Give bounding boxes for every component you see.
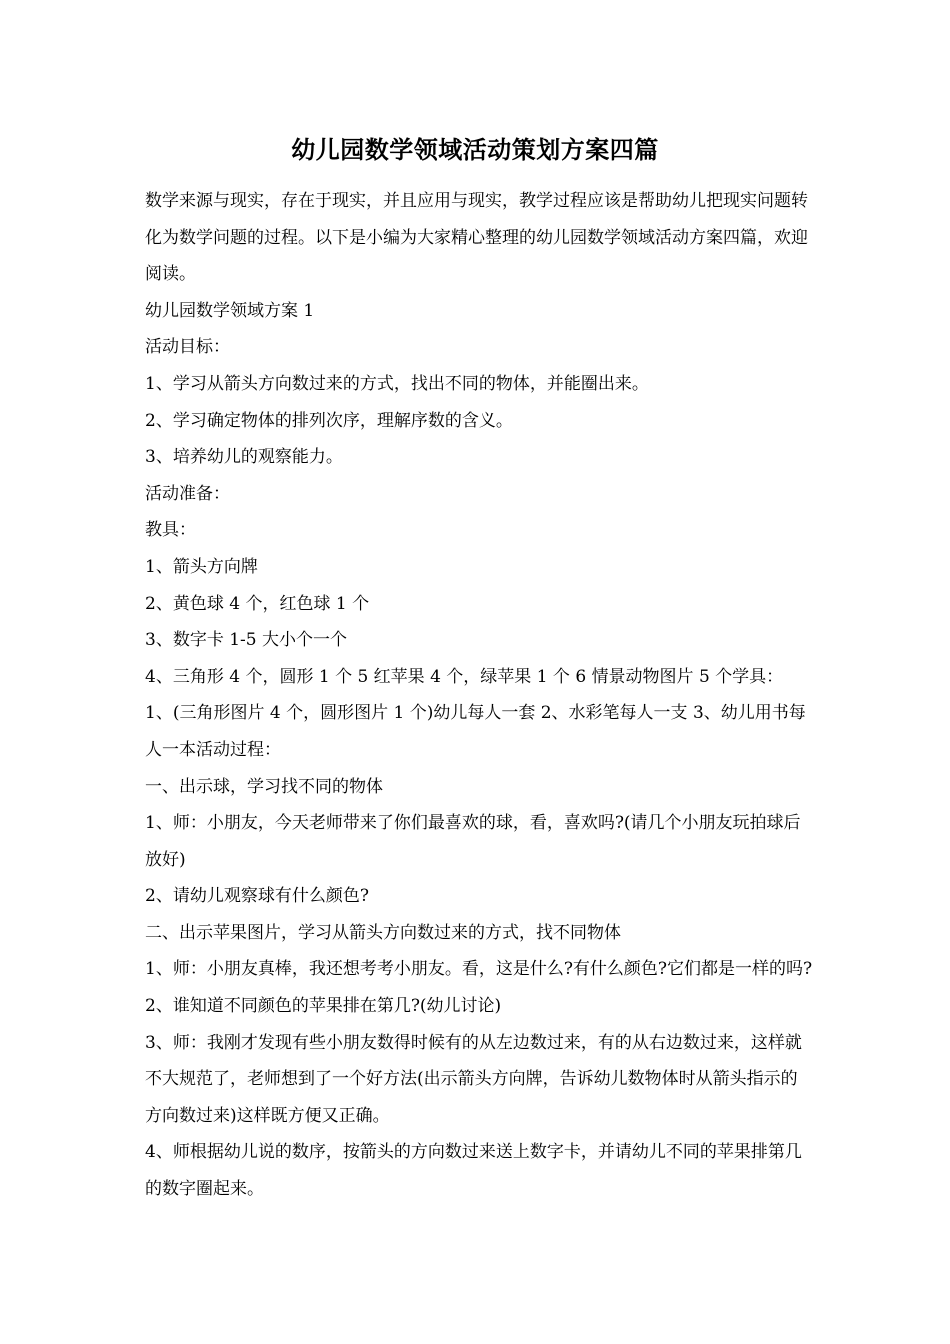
subheading-preparation: 活动准备： — [145, 483, 230, 504]
process-item: 3、师：我刚才发现有些小朋友数得时候有的从左边数过来，有的从右边数过来，这样就不大规范了，老师想到了一个好方法(出示箭头方向牌，告诉幼儿数物体时从箭头指示的方向数过来)这样既方便又正确。 — [145, 1032, 802, 1126]
aid-item: 1、箭头方向牌 — [145, 556, 258, 577]
goal-item: 1、学习从箭头方向数过来的方式，找出不同的物体，并能圈出来。 — [145, 373, 649, 394]
process-item: 4、师根据幼儿说的数序，按箭头的方向数过来送上数字卡，并请幼儿不同的苹果排第几的数字圈起来。 — [145, 1142, 802, 1200]
section-heading: 幼儿园数学领域方案 1 — [145, 300, 315, 321]
process-step-heading: 一、出示球，学习找不同的物体 — [145, 776, 383, 797]
goal-item: 2、学习确定物体的排列次序，理解序数的含义。 — [145, 410, 513, 431]
aid-item: 2、黄色球 4 个，红色球 1 个 — [145, 593, 370, 614]
process-item: 1、师：小朋友，今天老师带来了你们最喜欢的球，看，喜欢吗?(请几个小朋友玩拍球后放好) — [145, 813, 801, 870]
subheading-teaching-aids: 教具： — [145, 520, 196, 541]
subheading-goals: 活动目标： — [145, 337, 230, 358]
process-item: 2、谁知道不同颜色的苹果排在第几?(幼儿讨论) — [145, 996, 502, 1017]
process-step-heading: 二、出示苹果图片，学习从箭头方向数过来的方式，找不同物体 — [145, 922, 621, 943]
process-item: 2、请幼儿观察球有什么颜色? — [145, 886, 369, 907]
aid-item: 3、数字卡 1-5 大小个一个 — [145, 630, 347, 651]
aid-item: 1、(三角形图片 4 个，圆形图片 1 个)幼儿每人一套 2、水彩笔每人一支 3、幼儿用书每人一本活动过程： — [145, 703, 806, 760]
process-item: 1、师：小朋友真棒，我还想考考小朋友。看，这是什么?有什么颜色?它们都是一样的吗? — [145, 959, 813, 980]
document-body — [145, 183, 813, 1208]
intro-paragraph: 数学来源与现实，存在于现实，并且应用与现实，教学过程应该是帮助幼儿把现实问题转化为数学问题的过程。以下是小编为大家精心整理的幼儿园数学领域活动方案四篇，欢迎阅读。 — [145, 191, 808, 285]
goal-item: 3、培养幼儿的观察能力。 — [145, 447, 343, 468]
document-title: 幼儿园数学领域活动策划方案四篇 — [291, 135, 659, 164]
aid-item: 4、三角形 4 个，圆形 1 个 5 红苹果 4 个，绿苹果 1 个 6 情景动物图片 5 个学具： — [145, 666, 784, 687]
